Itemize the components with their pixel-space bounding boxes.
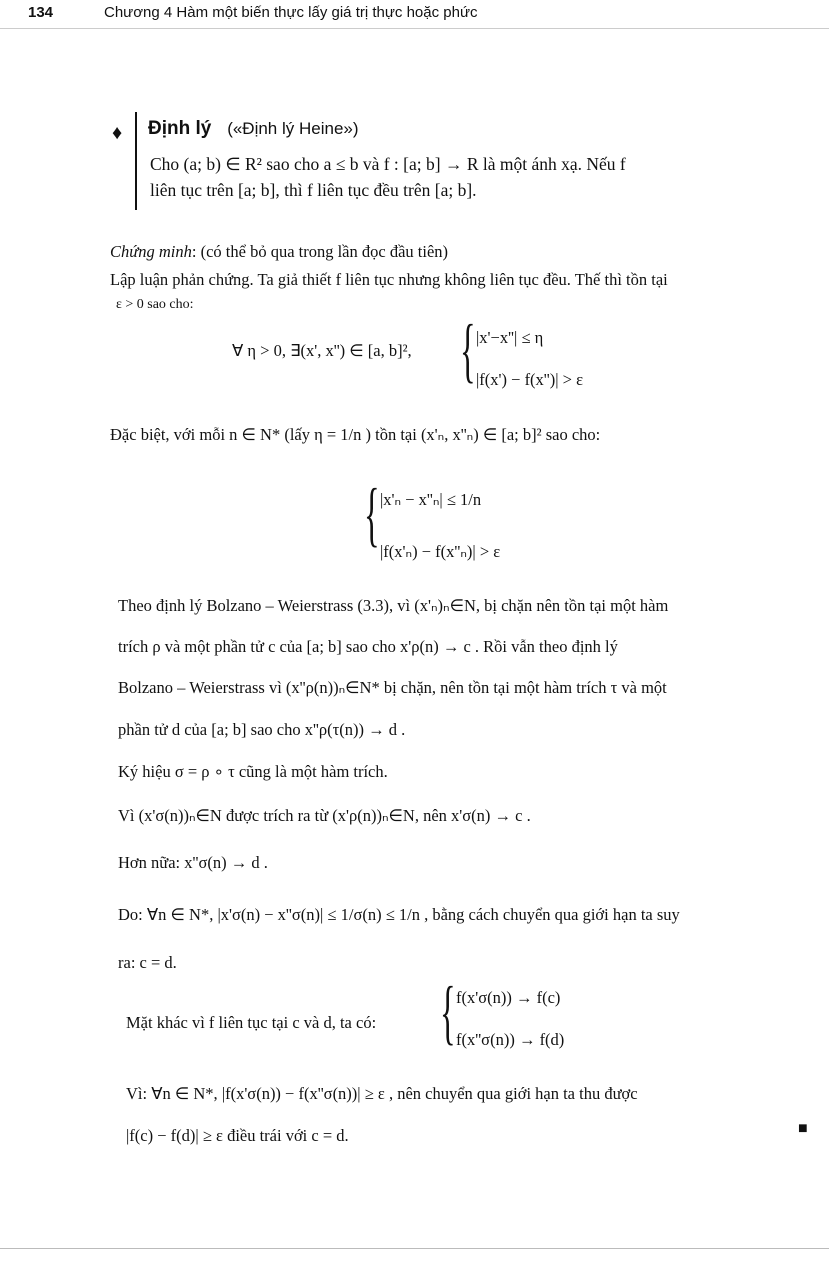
equation-1-top: |x'−x''| ≤ η: [476, 328, 544, 347]
paragraph-7-line-1: Do: ∀n ∈ N*, |x'σ(n) − x''σ(n)| ≤ 1/σ(n) ≤ 1/n , bằng cách chuyển qua giới hạn ta suy: [118, 905, 680, 924]
equation-1-left: ∀ η > 0, ∃(x', x'') ∈ [a, b]²,: [232, 341, 412, 360]
paragraph-3-line-2: trích ρ và một phần tử c của [a; b] sao cho x'ρ(n) → c . Rồi vẫn theo định lý: [118, 637, 618, 656]
page-number: 134: [28, 4, 54, 21]
proof-label: Chứng minh: [110, 242, 192, 261]
paragraph-3-line-1: Theo định lý Bolzano – Weierstrass (3.3), vì (x'ₙ)ₙ∈N, bị chặn nên tồn tại một hàm: [118, 596, 669, 615]
theorem-heading: [148, 118, 359, 140]
equation-3-top: f(x'σ(n)) → f(c): [456, 988, 561, 1007]
theorem-bullet: ♦: [112, 122, 123, 144]
paragraph-8: Mặt khác vì f liên tục tại c và d, ta có:: [126, 1013, 377, 1032]
paragraph-6: Hơn nữa: x''σ(n) → d .: [118, 853, 268, 872]
chapter-title: Chương 4 Hàm một biến thực lấy giá trị thực hoặc phức: [104, 4, 478, 21]
paragraph-5: Vì (x'σ(n))ₙ∈N được trích ra từ (x'ρ(n))ₙ∈N, nên x'σ(n) → c .: [118, 806, 531, 825]
equation-1-bottom: |f(x') − f(x'')| > ε: [476, 370, 584, 389]
proof-note: : (có thể bỏ qua trong lần đọc đầu tiên): [191, 242, 449, 261]
footer-rule: [0, 1248, 829, 1249]
paragraph-3-line-4: phần tử d của [a; b] sao cho x''ρ(τ(n)) → d .: [118, 720, 406, 739]
paragraph-9-line-2: |f(c) − f(d)| ≥ ε điều trái với c = d.: [126, 1126, 349, 1145]
theorem-title: Định lý: [148, 118, 212, 139]
equation-2-bottom: |f(x'ₙ) − f(x''ₙ)| > ε: [380, 542, 501, 561]
paragraph-1-line-1: Lập luận phản chứng. Ta giả thiết f liên tục nhưng không liên tục đều. Thế thì tồn tại: [110, 270, 668, 289]
paragraph-9-line-1: Vì: ∀n ∈ N*, |f(x'σ(n)) − f(x''σ(n))| ≥ ε , nên chuyển qua giới hạn ta thu được: [126, 1084, 638, 1103]
equation-2-top: |x'ₙ − x''ₙ| ≤ 1/n: [380, 490, 482, 509]
theorem-line-2: liên tục trên [a; b], thì f liên tục đều trên [a; b].: [150, 180, 477, 200]
proof-intro: [110, 242, 448, 262]
equation-3-bottom: f(x''σ(n)) → f(d): [456, 1030, 565, 1049]
theorem-line-1: Cho (a; b) ∈ R² sao cho a ≤ b và f : [a; b] → R là một ánh xạ. Nếu f: [150, 154, 626, 174]
equation-1-brace: {: [460, 310, 476, 390]
paragraph-1-line-2: ε > 0 sao cho:: [116, 297, 194, 312]
paragraph-2: Đặc biệt, với mỗi n ∈ N* (lấy η = 1/n ) tồn tại (x'ₙ, x''ₙ) ∈ [a; b]² sao cho:: [110, 425, 601, 444]
qed-mark: ■: [798, 1120, 808, 1137]
equation-2-brace: {: [364, 474, 380, 554]
paragraph-4: Ký hiệu σ = ρ ∘ τ cũng là một hàm trích.: [118, 762, 388, 781]
theorem-bar: [135, 112, 137, 210]
header-rule: [0, 28, 829, 29]
paragraph-7-line-2: ra: c = d.: [118, 953, 177, 972]
theorem-subtitle: («Định lý Heine»): [227, 119, 359, 138]
paragraph-3-line-3: Bolzano – Weierstrass vì (x''ρ(n))ₙ∈N* bị chặn, nên tồn tại một hàm trích τ và một: [118, 678, 667, 697]
equation-3-brace: {: [440, 972, 456, 1052]
